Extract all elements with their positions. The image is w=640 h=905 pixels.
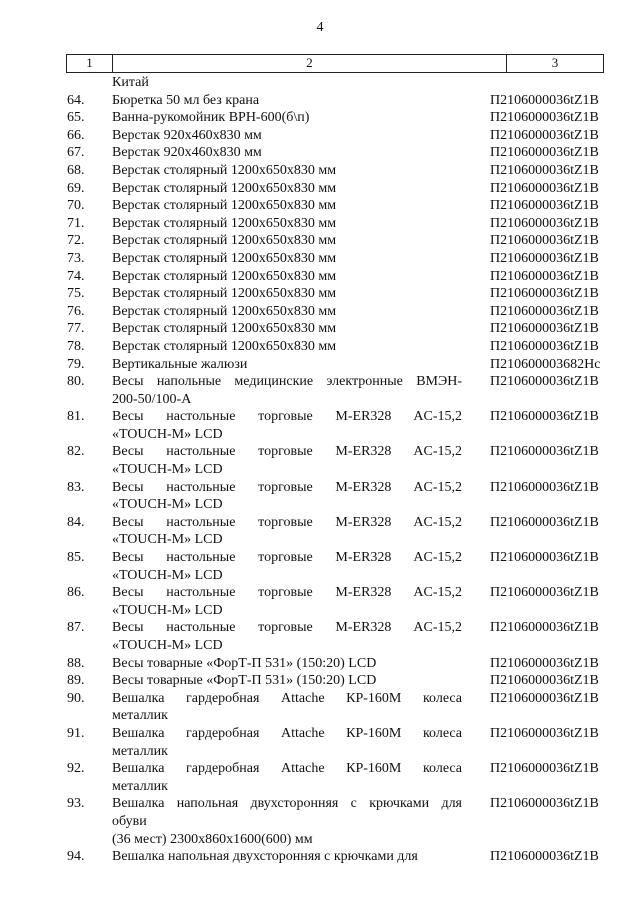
item-name-line: Верстак столярный 1200х650х830 мм	[112, 162, 337, 178]
item-name	[112, 127, 462, 145]
item-number: 67.	[67, 145, 85, 161]
item-number: 85.	[67, 550, 85, 566]
table-row	[66, 584, 606, 619]
document-body	[66, 74, 606, 866]
item-code: П2106000036tZ1B	[490, 761, 599, 777]
item-code: П2106000036tZ1B	[490, 620, 599, 636]
item-code: П2106000036tZ1B	[490, 796, 599, 812]
item-number: 79.	[67, 356, 85, 372]
item-name	[112, 180, 462, 198]
item-name	[112, 303, 462, 321]
table-row	[66, 92, 606, 110]
item-code: П2106000036tZ1B	[490, 514, 599, 530]
table-row	[66, 215, 606, 233]
item-name-line: Верстак столярный 1200х650х830 мм	[112, 198, 337, 214]
item-number: 91.	[67, 725, 85, 741]
item-name-line: Бюретка 50 мл без крана	[112, 92, 260, 108]
item-number: 84.	[67, 514, 85, 530]
item-name-line: 200-50/100-А	[112, 391, 192, 407]
item-number: 68.	[67, 162, 85, 178]
item-name	[112, 268, 462, 286]
item-number: 89.	[67, 673, 85, 689]
table-row	[66, 373, 606, 408]
item-name-line: металлик	[112, 708, 168, 724]
table-row	[66, 197, 606, 215]
item-name	[112, 443, 462, 478]
item-number: 83.	[67, 479, 85, 495]
item-name	[112, 144, 462, 162]
item-name	[112, 373, 462, 408]
item-number: 70.	[67, 198, 85, 214]
item-code: П2106000036tZ1B	[490, 180, 599, 196]
table-row	[66, 690, 606, 725]
item-code: П2106000036tZ1B	[490, 303, 599, 319]
table-row	[66, 725, 606, 760]
column-header-3: 3	[507, 55, 604, 73]
item-name	[112, 408, 462, 443]
item-number: 93.	[67, 796, 85, 812]
item-number: 82.	[67, 444, 85, 460]
item-name-line: Вешалка напольная двухсторонняя с крючками для	[112, 849, 418, 865]
item-name	[112, 549, 462, 584]
item-name	[112, 584, 462, 619]
item-number: 86.	[67, 585, 85, 601]
item-code: П2106000036tZ1B	[490, 286, 599, 302]
table-row	[66, 672, 606, 690]
item-number: 69.	[67, 180, 85, 196]
item-code: П2106000036tZ1B	[490, 110, 599, 126]
table-row	[66, 285, 606, 303]
item-code: П2106000036tZ1B	[490, 374, 599, 390]
item-code: П2106000036tZ1B	[490, 725, 599, 741]
item-name-line: Весы настольные торговые M-ER328 AC-15,2	[112, 550, 462, 566]
table-row	[66, 127, 606, 145]
item-number: 87.	[67, 620, 85, 636]
item-name-line: Верстак столярный 1200х650х830 мм	[112, 286, 337, 302]
table-row	[66, 338, 606, 356]
table-row	[66, 479, 606, 514]
item-code: П2106000036tZ1B	[490, 338, 599, 354]
item-name-line: Вешалка гардеробная Attache КР-160М колеса	[112, 761, 462, 777]
item-name-line: Верстак столярный 1200х650х830 мм	[112, 303, 337, 319]
item-name-line: Весы товарные «ФорТ-П 531» (150:20) LCD	[112, 655, 377, 671]
country-label: Китай	[112, 75, 149, 90]
item-name-line: «TOUCH-M» LCD	[112, 602, 223, 618]
item-code: П2106000036tZ1B	[490, 690, 599, 706]
item-name-line: «TOUCH-M» LCD	[112, 532, 223, 548]
item-name-line: «TOUCH-M» LCD	[112, 462, 223, 478]
item-name	[112, 162, 462, 180]
item-name	[112, 285, 462, 303]
item-name-line: Весы настольные торговые M-ER328 AC-15,2	[112, 585, 462, 601]
item-name	[112, 672, 462, 690]
item-name	[112, 760, 462, 795]
item-code: П2106000036tZ1B	[490, 198, 599, 214]
item-code: П210600003682Hc	[490, 356, 601, 372]
item-code: П2106000036tZ1B	[490, 250, 599, 266]
page-number: 4	[316, 20, 324, 35]
country-row	[66, 74, 606, 92]
item-name-line: металлик	[112, 743, 168, 759]
table-row	[66, 408, 606, 443]
item-number: 72.	[67, 233, 85, 249]
item-number: 81.	[67, 409, 85, 425]
item-name-line: Вешалка гардеробная Attache КР-160М колеса	[112, 725, 462, 741]
item-name-line: Ванна-рукомойник ВРН-600(б\п)	[112, 110, 310, 126]
item-name-line: обуви	[112, 813, 147, 829]
column-header-2: 2	[113, 55, 507, 73]
item-name-line: Весы товарные «ФорТ-П 531» (150:20) LCD	[112, 673, 377, 689]
table-row	[66, 619, 606, 654]
item-number: 65.	[67, 110, 85, 126]
item-name-line: металлик	[112, 778, 168, 794]
item-name	[112, 479, 462, 514]
item-number: 90.	[67, 690, 85, 706]
table-row	[66, 109, 606, 127]
item-code: П2106000036tZ1B	[490, 145, 599, 161]
table-row	[66, 250, 606, 268]
item-code: П2106000036tZ1B	[490, 127, 599, 143]
table-row	[66, 162, 606, 180]
table-row	[66, 760, 606, 795]
table-row	[66, 144, 606, 162]
item-code: П2106000036tZ1B	[490, 233, 599, 249]
item-name	[112, 848, 462, 866]
item-code: П2106000036tZ1B	[490, 321, 599, 337]
item-name-line: Верстак столярный 1200х650х830 мм	[112, 321, 337, 337]
table-row	[66, 356, 606, 374]
item-name	[112, 109, 462, 127]
item-number: 66.	[67, 127, 85, 143]
item-code: П2106000036tZ1B	[490, 655, 599, 671]
item-name-line: (36 мест) 2300х860х1600(600) мм	[112, 831, 313, 847]
item-number: 75.	[67, 286, 85, 302]
item-code: П2106000036tZ1B	[490, 215, 599, 231]
item-name	[112, 356, 462, 374]
item-code: П2106000036tZ1B	[490, 409, 599, 425]
item-name	[112, 514, 462, 549]
item-name	[112, 338, 462, 356]
item-name-line: Верстак столярный 1200х650х830 мм	[112, 180, 337, 196]
item-name-line: Верстак столярный 1200х650х830 мм	[112, 268, 337, 284]
item-name-line: «TOUCH-M» LCD	[112, 638, 223, 653]
item-code: П2106000036tZ1B	[490, 673, 599, 689]
item-name-line: Верстак 920х460х830 мм	[112, 145, 262, 161]
item-name-line: Весы настольные торговые M-ER328 AC-15,2	[112, 444, 462, 460]
item-name-line: Верстак 920х460х830 мм	[112, 127, 262, 143]
item-name	[112, 320, 462, 338]
table-row	[66, 795, 606, 848]
item-name-line: Весы настольные торговые M-ER328 AC-15,2	[112, 514, 462, 530]
item-code: П2106000036tZ1B	[490, 92, 599, 108]
item-number: 80.	[67, 374, 85, 390]
item-number: 64.	[67, 92, 85, 108]
item-number: 77.	[67, 321, 85, 337]
item-code: П2106000036tZ1B	[490, 268, 599, 284]
item-name-line: Верстак столярный 1200х650х830 мм	[112, 215, 337, 231]
item-name-line: Верстак столярный 1200х650х830 мм	[112, 233, 337, 249]
item-code: П2106000036tZ1B	[490, 585, 599, 601]
item-name	[112, 795, 462, 848]
table-row	[66, 180, 606, 198]
item-name	[112, 215, 462, 233]
item-number: 92.	[67, 761, 85, 777]
table-row	[66, 320, 606, 338]
item-number: 88.	[67, 655, 85, 671]
item-name-line: Верстак столярный 1200х650х830 мм	[112, 250, 337, 266]
item-name-line: «TOUCH-M» LCD	[112, 567, 223, 583]
item-name	[112, 655, 462, 673]
table-row	[66, 655, 606, 673]
item-name-line: Вешалка гардеробная Attache КР-160М колеса	[112, 690, 462, 706]
table-row	[66, 268, 606, 286]
item-code: П2106000036tZ1B	[490, 444, 599, 460]
table-row	[66, 443, 606, 478]
item-name-line: Весы настольные торговые M-ER328 AC-15,2	[112, 479, 462, 495]
table-row	[66, 232, 606, 250]
item-name	[112, 92, 462, 110]
item-name-line: Весы настольные торговые M-ER328 AC-15,2	[112, 409, 462, 425]
item-name-line: Вертикальные жалюзи	[112, 356, 248, 372]
item-name	[112, 725, 462, 760]
item-code: П2106000036tZ1B	[490, 550, 599, 566]
item-name-line: Весы напольные медицинские электронные ВМЭН-	[112, 374, 462, 390]
item-name	[112, 250, 462, 268]
item-number: 71.	[67, 215, 85, 231]
item-number: 76.	[67, 303, 85, 319]
item-name	[112, 232, 462, 250]
item-code: П2106000036tZ1B	[490, 162, 599, 178]
item-code: П2106000036tZ1B	[490, 479, 599, 495]
column-header-1: 1	[67, 55, 113, 73]
table-header	[66, 54, 604, 73]
item-name-line: Весы настольные торговые M-ER328 AC-15,2	[112, 620, 462, 636]
table-row	[66, 514, 606, 549]
table-row	[66, 848, 606, 866]
item-name	[112, 690, 462, 725]
item-number: 73.	[67, 250, 85, 266]
item-number: 74.	[67, 268, 85, 284]
table-row	[66, 303, 606, 321]
item-number: 94.	[67, 849, 85, 865]
item-name-line: Верстак столярный 1200х650х830 мм	[112, 338, 337, 354]
item-name-line: «TOUCH-M» LCD	[112, 426, 223, 442]
item-name-line: «TOUCH-M» LCD	[112, 497, 223, 513]
item-name	[112, 619, 462, 654]
table-row	[66, 549, 606, 584]
item-code: П2106000036tZ1B	[490, 849, 599, 865]
item-name-line: Вешалка напольная двухсторонняя с крючками для	[112, 796, 462, 812]
item-number: 78.	[67, 338, 85, 354]
item-name	[112, 197, 462, 215]
